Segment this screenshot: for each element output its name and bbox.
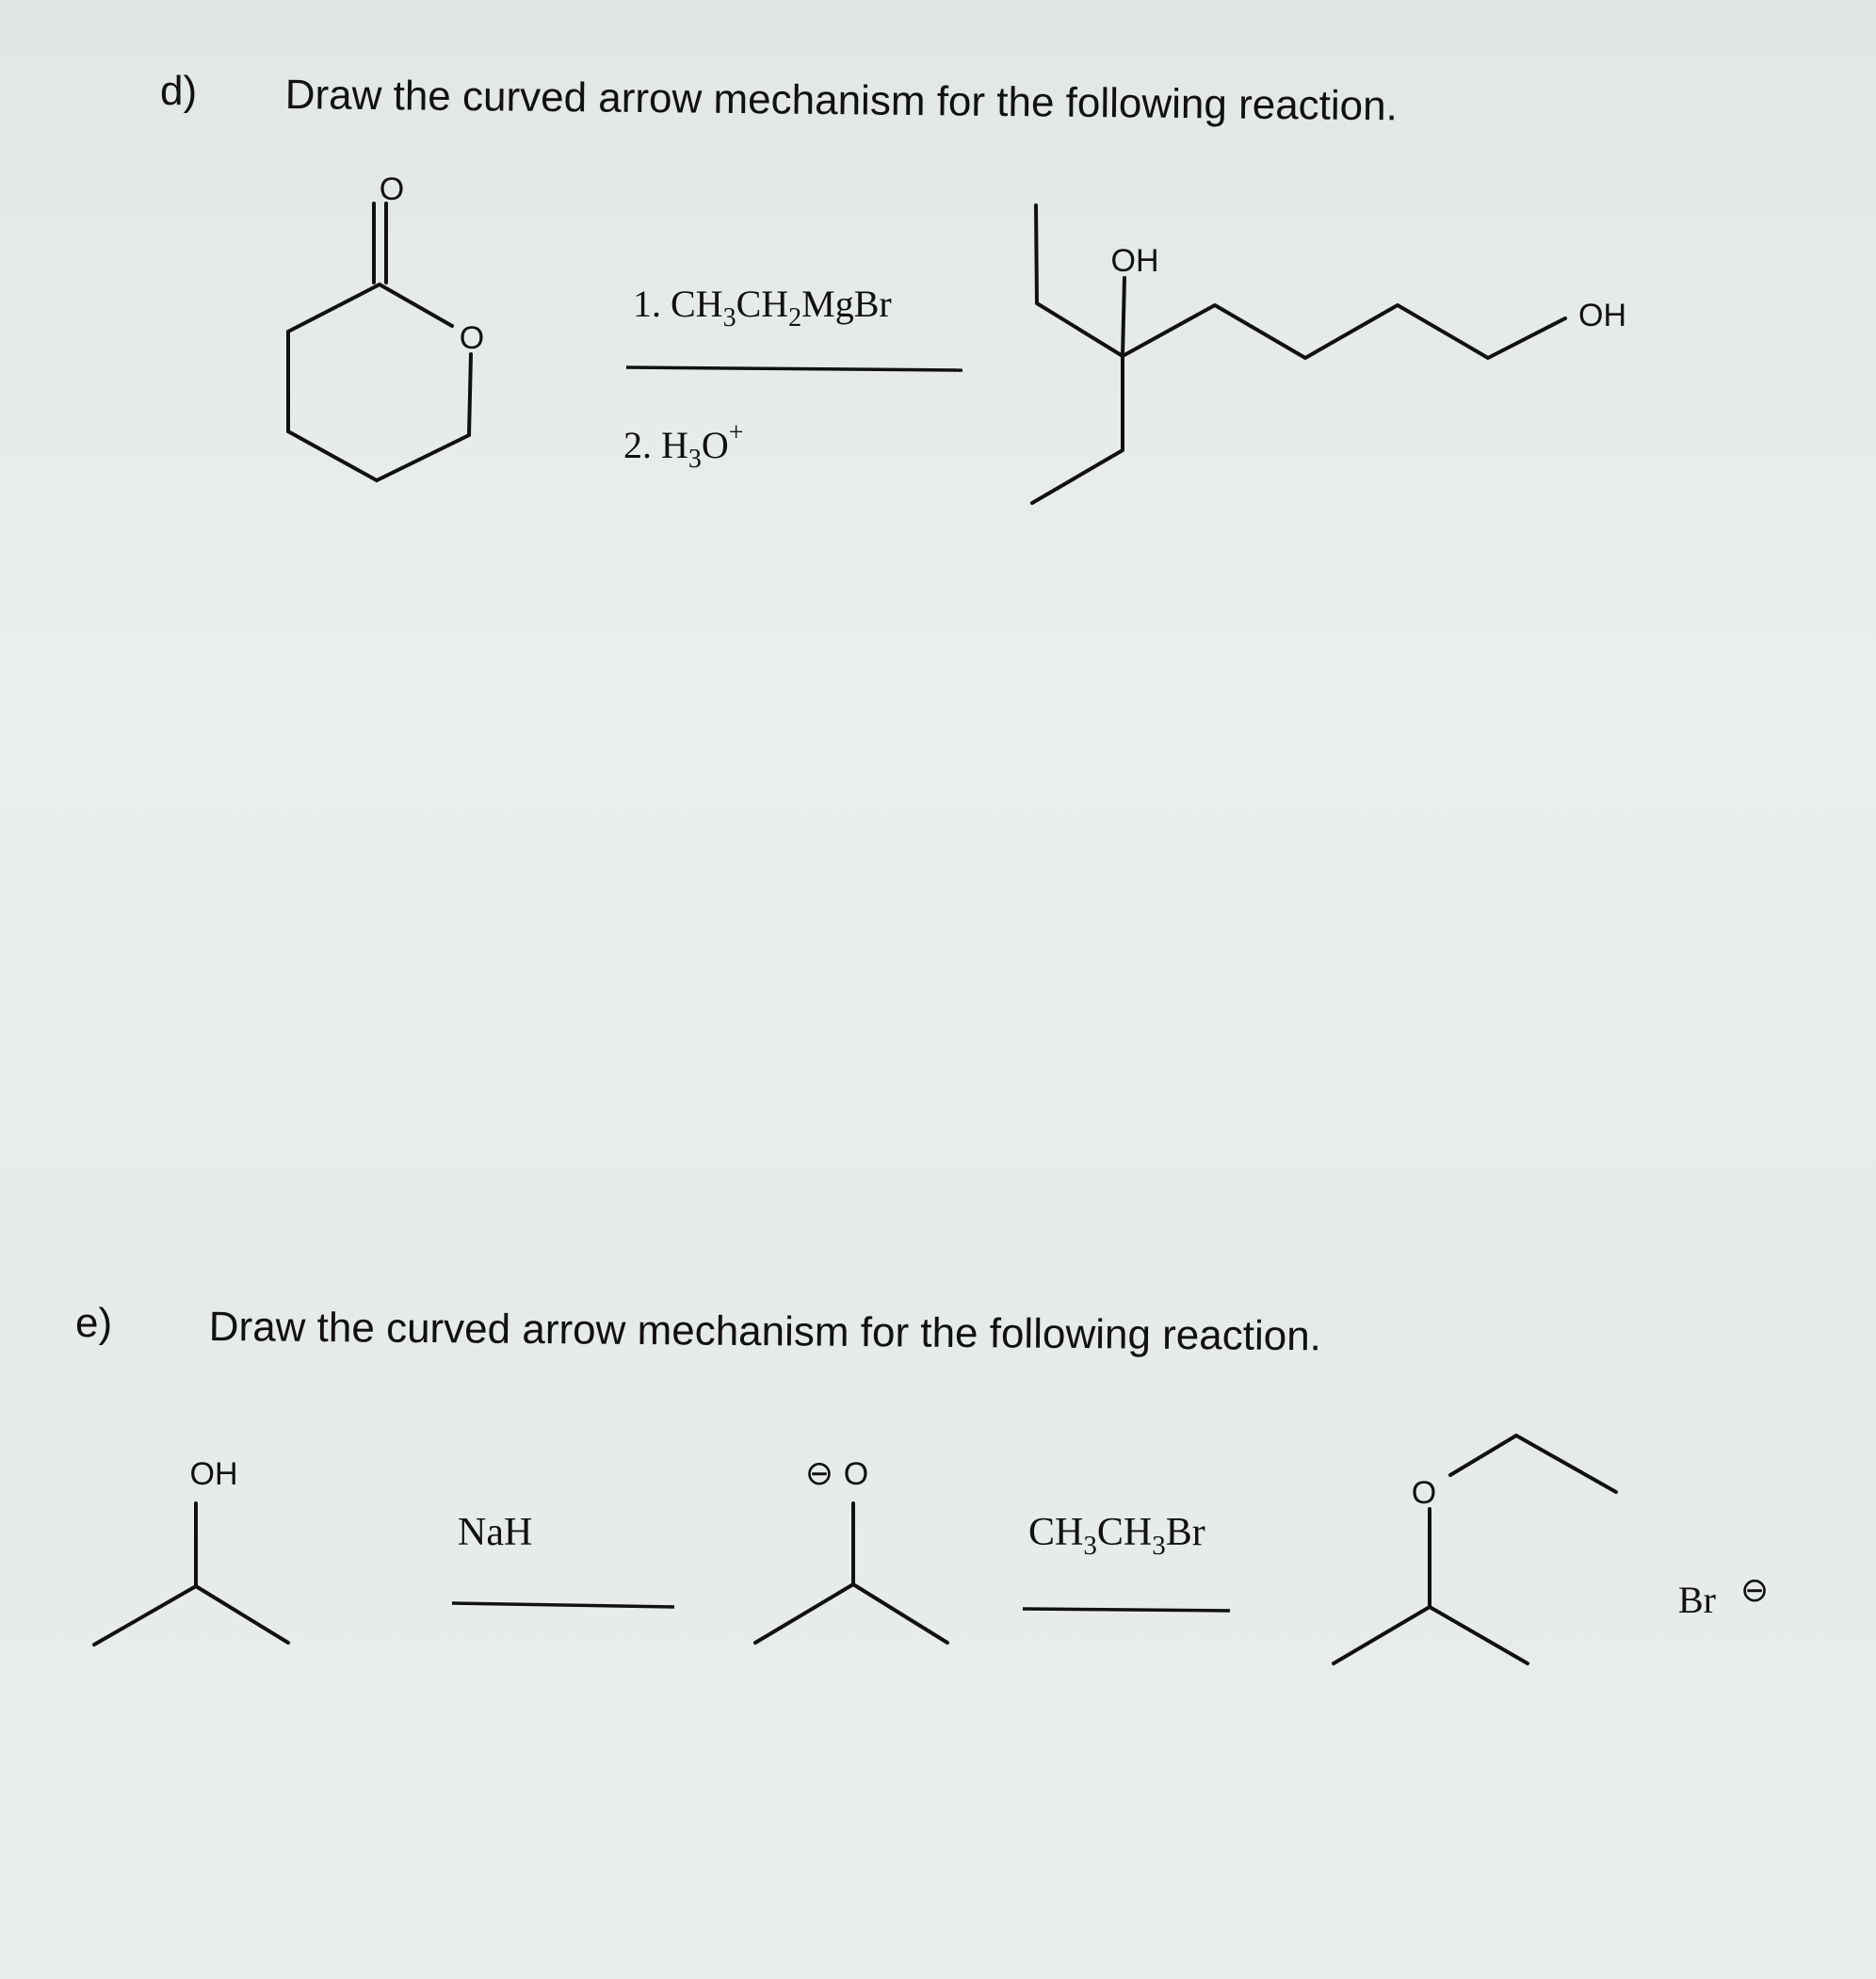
product-ethyl-group <box>1450 1436 1616 1492</box>
product-alkyl-chain <box>1123 305 1565 358</box>
reactant-ring-oxygen: O <box>459 320 485 356</box>
intermediate-oxygen: O <box>843 1456 869 1492</box>
reactant-carbon-skeleton <box>94 1586 288 1645</box>
question-e-intermediate-alkoxide <box>755 1503 947 1643</box>
product-isopropyl-skeleton <box>1334 1607 1528 1663</box>
question-d-reagent-2: 2. $H_3O^+$ <box>623 418 744 474</box>
question-d-prompt: Draw the curved arrow mechanism for the following reaction. <box>284 72 1399 130</box>
reactant-hydroxyl: OH <box>189 1456 238 1492</box>
reactant-carbonyl-oxygen: O <box>379 171 405 207</box>
ring-bond-c6-c5 <box>377 435 469 480</box>
ring-bond-c1-o <box>380 284 452 326</box>
product-ethyl-upper <box>1036 205 1123 356</box>
question-d-reactant-lactone <box>288 203 471 480</box>
intermediate-carbon-skeleton <box>755 1584 947 1643</box>
question-e-byproduct-bromide: Br <box>1678 1579 1716 1621</box>
question-e-reagent-2: $CH_3CH_3Br$ <box>1028 1511 1205 1561</box>
question-d-reaction-arrow <box>626 367 962 370</box>
question-e-second-arrow <box>1023 1609 1230 1611</box>
product-tertiary-hydroxyl: OH <box>1110 243 1159 279</box>
question-d-reagent-1: 1. $CH_3CH_2MgBr$ <box>633 283 892 333</box>
ring-bond-c5-c4 <box>288 431 377 480</box>
question-e-reagent-1: NaH <box>458 1511 533 1554</box>
ring-bond-c3-c2 <box>288 284 380 332</box>
question-e-label: e) <box>75 1300 113 1346</box>
question-e-reactant-isopropanol <box>94 1503 288 1645</box>
question-e-prompt: Draw the curved arrow mechanism for the following reaction. <box>208 1304 1322 1360</box>
question-e-product-ether <box>1334 1436 1616 1663</box>
ring-bond-o-c6 <box>469 354 471 435</box>
product-ether-oxygen: O <box>1411 1475 1437 1511</box>
product-c-oh-bond <box>1123 278 1124 356</box>
intermediate-negative-charge: ⊖ <box>804 1453 834 1492</box>
bromide-negative-charge: ⊖ <box>1740 1570 1770 1609</box>
question-e-first-arrow <box>452 1603 674 1607</box>
question-d-label: d) <box>160 68 198 114</box>
product-ethyl-lower <box>1032 356 1123 503</box>
product-primary-hydroxyl: OH <box>1578 298 1626 333</box>
